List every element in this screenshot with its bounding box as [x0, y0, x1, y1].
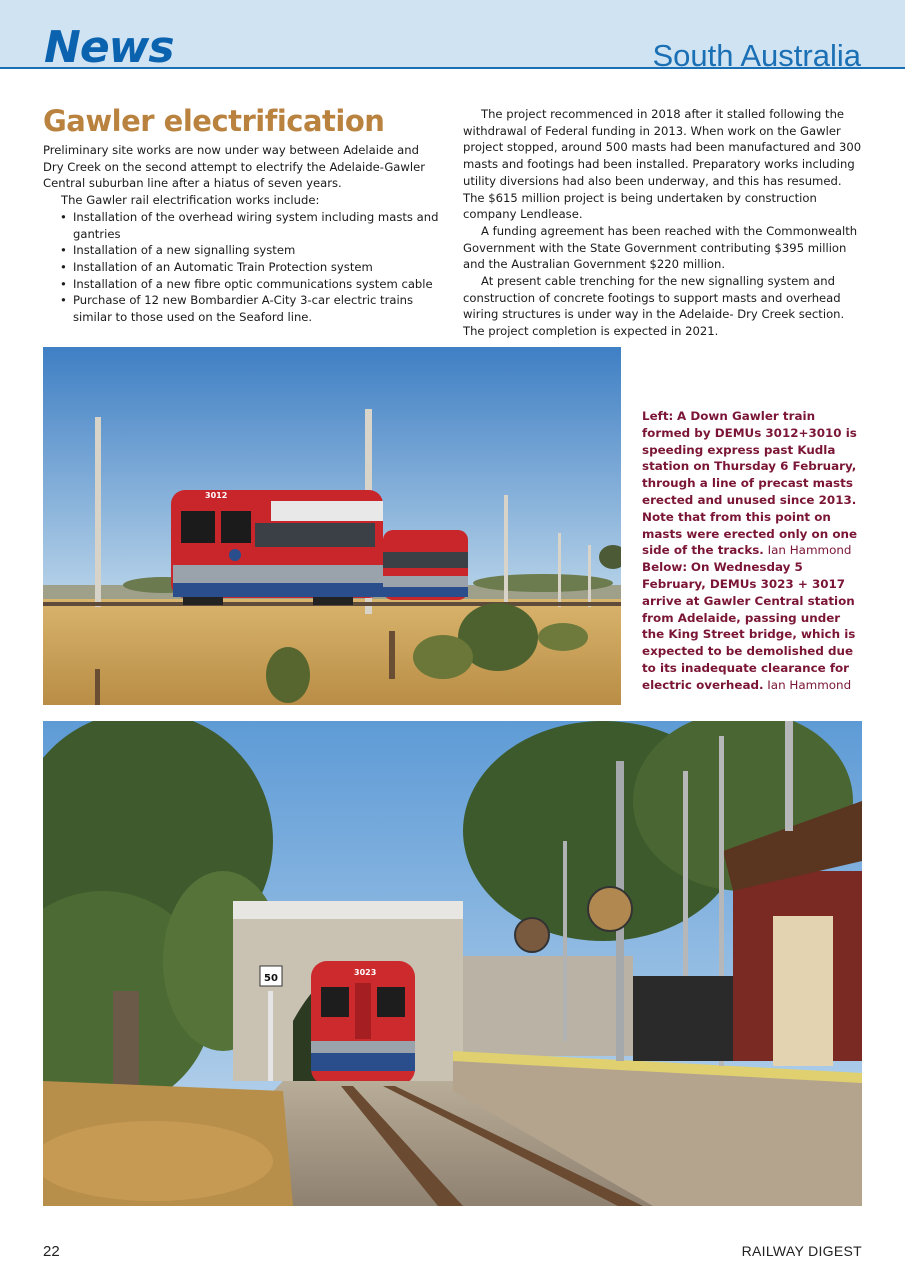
train-3023	[311, 961, 415, 1085]
kudla-scene-illustration	[43, 347, 621, 705]
magazine-name: RAILWAY DIGEST	[741, 1243, 862, 1259]
article-left-column	[43, 102, 443, 326]
train-unit-number: 3012	[205, 491, 228, 500]
paragraph-funding: A funding agreement has been reached with the Commonwealth Government with the State Government contributing $395 million and the Australian Government $220 million.	[463, 223, 858, 272]
caption-below-credit: Ian Hammond	[767, 677, 852, 692]
page-number: 22	[43, 1243, 60, 1260]
photo-gawler-central	[43, 721, 862, 1206]
list-item: • Installation of a new signalling system	[73, 242, 443, 259]
train-3010	[383, 530, 468, 600]
photo-caption	[642, 408, 864, 694]
region-title: South Australia	[652, 38, 861, 73]
article-right-column	[463, 106, 863, 340]
paragraph-present: At present cable trenching for the new signalling system and construction of concrete footings to support masts and overhead wiring structures is under way in the Adelaide- Dry Creek section. The project completion is expected in 2021.	[463, 274, 845, 339]
list-item: • Purchase of 12 new Bombardier A-City 3-car electric trains similar to those used on the Seaford line.	[73, 292, 443, 325]
train-unit-number: 3023	[354, 968, 377, 977]
works-list	[43, 209, 443, 326]
caption-below-label: Below:	[642, 560, 688, 575]
speed-sign: 50	[264, 973, 278, 984]
list-item: • Installation of the overhead wiring system including masts and gantries	[73, 209, 443, 242]
article-headline: Gawler electrification	[43, 104, 385, 138]
caption-below-text: On Wednesday 5 February, DEMUs 3023 + 3017 arrive at Gawler Central station from Adelaide, passing under the King Street bridge, which is expected to be demolished due to its inadequate clearance for electric overhead.	[642, 560, 856, 692]
list-item: • Installation of a new fibre optic communications system cable	[73, 276, 443, 293]
caption-left-text: A Down Gawler train formed by DEMUs 3012+3010 is speeding express past Kudla station on Thursday 6 February, through a line of precast masts erected and unused since 2013. Note that from this point on masts were erected only on one side of the tracks.	[642, 409, 858, 558]
list-item: • Installation of an Automatic Train Protection system	[73, 259, 443, 276]
caption-left-label: Left:	[642, 409, 674, 423]
train-3012	[171, 490, 383, 605]
caption-left-credit: Ian Hammond	[767, 543, 852, 558]
gawler-scene-illustration	[43, 721, 862, 1206]
paragraph-recommenced: The project recommenced in 2018 after it stalled following the withdrawal of Federal funding in 2013. When work on the Gawler project stopped, around 500 masts had been manufactured and 300 masts and footings had been installed. Preparatory works including utility diversions had also been underway, and this has resumed. The $615 million project is being undertaken by construction company Lendlease.	[463, 107, 862, 222]
photo-kudla-train	[43, 347, 621, 705]
section-title: News	[44, 22, 174, 73]
works-lead: The Gawler rail electrification works include:	[61, 193, 320, 208]
article-intro: Preliminary site works are now under way between Adelaide and Dry Creek on the second attempt to electrify the Adelaide-Gawler Central suburban line after a hiatus of seven years.	[43, 143, 426, 191]
